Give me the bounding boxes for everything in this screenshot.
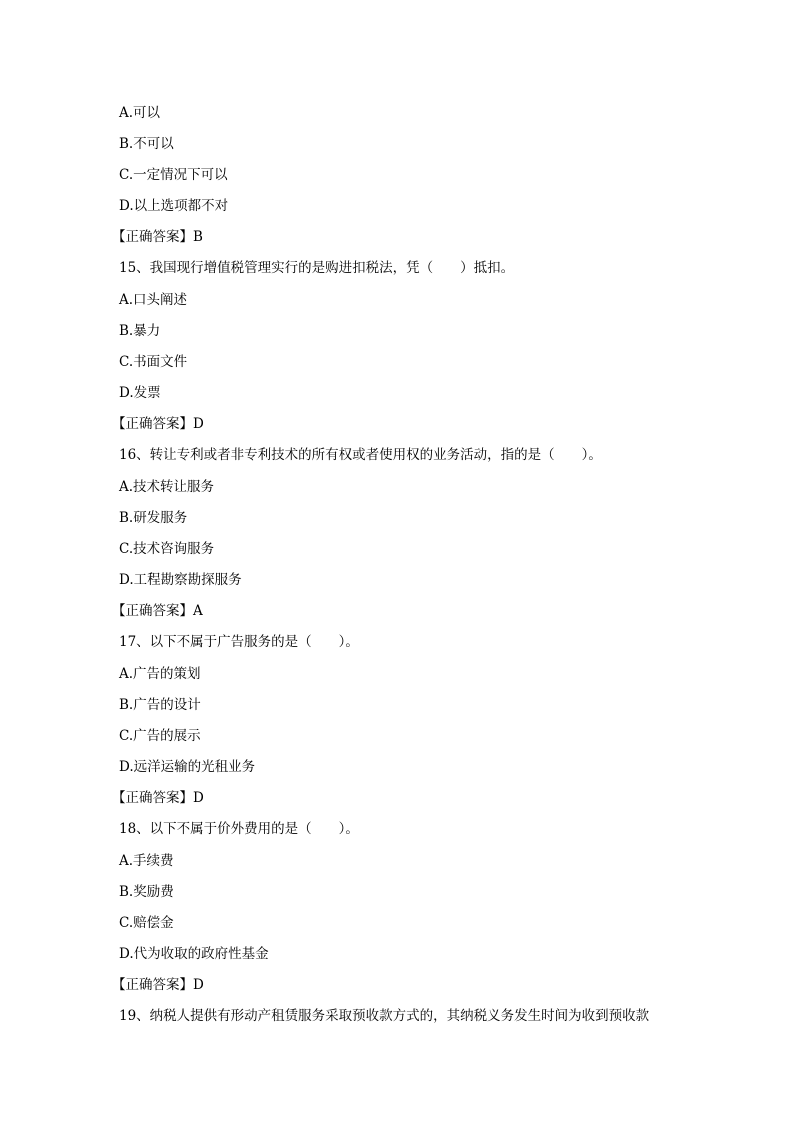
option-d: D.以上选项都不对	[119, 198, 229, 214]
option-d: D.工程勘察勘探服务	[119, 572, 242, 588]
option-c: C.赔偿金	[119, 915, 174, 931]
option-c: C.书面文件	[119, 354, 188, 370]
question-19: 19、纳税人提供有形动产租赁服务采取预收款方式的，其纳税义务发生时间为收到预收款	[119, 1008, 650, 1024]
correct-answer: 【正确答案】A	[112, 603, 203, 619]
option-c: C.技术咨询服务	[119, 541, 215, 557]
correct-answer: 【正确答案】D	[112, 977, 204, 993]
option-b: B.奖励费	[119, 884, 174, 900]
option-d: D.发票	[119, 385, 161, 401]
option-d: D.代为收取的政府性基金	[119, 946, 269, 962]
option-b: B.研发服务	[119, 510, 188, 526]
question-18: 18、以下不属于价外费用的是（ ）。	[119, 821, 359, 837]
option-a: A.广告的策划	[119, 666, 201, 682]
option-a: A.口头阐述	[119, 292, 188, 308]
option-d: D.远洋运输的光租业务	[119, 759, 256, 775]
option-c: C.广告的展示	[119, 728, 201, 744]
correct-answer: 【正确答案】B	[112, 229, 203, 245]
option-b: B.广告的设计	[119, 697, 201, 713]
question-16: 16、转让专利或者非专利技术的所有权或者使用权的业务活动，指的是（ ）。	[119, 447, 602, 463]
question-15: 15、我国现行增值税管理实行的是购进扣税法，凭（ ）抵扣。	[119, 260, 515, 276]
option-b: B.暴力	[119, 323, 161, 339]
question-17: 17、以下不属于广告服务的是（ ）。	[119, 634, 359, 650]
option-b: B.不可以	[119, 136, 174, 152]
option-a: A.可以	[119, 105, 161, 121]
correct-answer: 【正确答案】D	[112, 790, 204, 806]
correct-answer: 【正确答案】D	[112, 416, 204, 432]
option-a: A.技术转让服务	[119, 479, 215, 495]
option-a: A.手续费	[119, 853, 174, 869]
option-c: C.一定情况下可以	[119, 167, 228, 183]
